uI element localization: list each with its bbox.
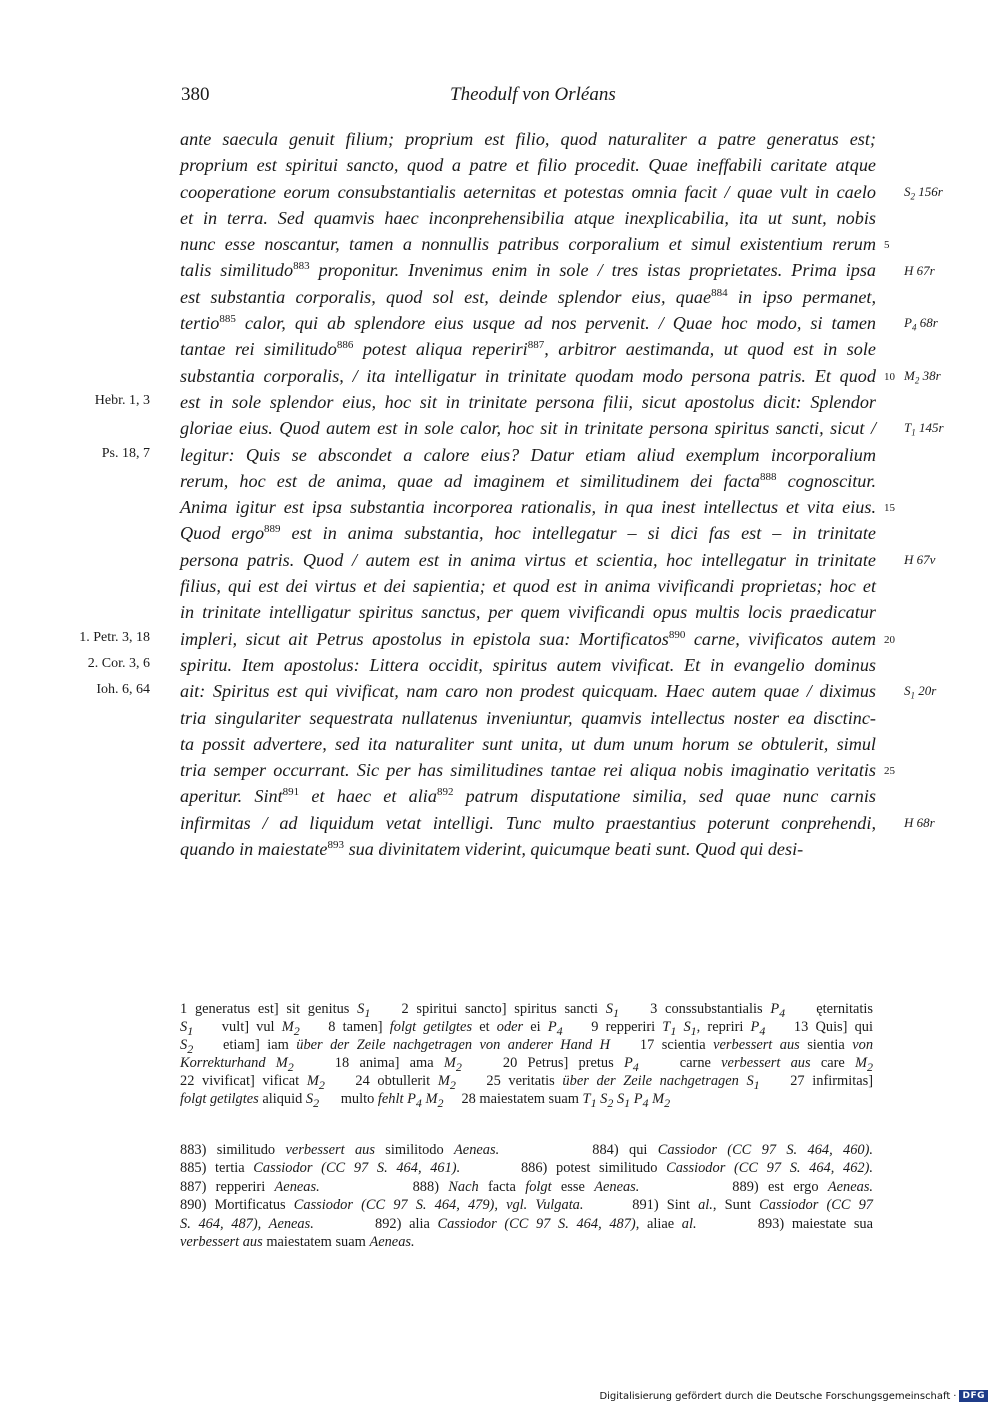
line-number: 25 [884,765,895,778]
folio-marker: $S_1$ 20r [904,683,937,701]
text-line: in trinitate intelligatur spiritus sanctus, per quem vivificandi opus multis locis praedicatur [180,602,876,623]
text-line: infirmitas / ad liquidum vetat intelligi. Tunc multo praestantius poterunt conprehendi, [180,812,876,833]
text-line: ante saecula genuit filium; proprium est filio, quod naturaliter a patre generatus est; [180,129,876,149]
apparatus-line: Korrekturhand $M_2$ 18 anima] ama $M_2$ 20 Petrus] pretus $P_4$ carne verbessert aus care $M_2$ [180,1055,874,1074]
folio-marker: $M_2$ 38r [904,367,941,386]
text-line: tertio$^{885}$ calor, qui ab splendore eius usque ad nos pervenit. / Quae hoc modo, si tamen [180,313,876,334]
text-line: tria singulariter sequestrata nullatenus inveniuntur, quamvis intellectus noster ea disctinc- [180,707,876,728]
page-number: 380 [181,84,210,105]
source-notes [180,1141,873,1251]
text-line: quando in maiestate$^{893}$ sua divinitatem viderint, quicumque beati sunt. Quod qui desi- [180,839,804,860]
note-line: S. 464, 487), Aeneas. 892) alia Cassiodor (CC 97 S. 464, 487), aliae al. 893) maiestate sua [180,1215,873,1232]
bible-reference: Ioh. 6, 64 [96,682,150,698]
text-line: est substantia corporalis, quod sol est, deinde splendor eius, quae$^{884}$ in ipso permanet, [180,286,876,307]
text-line: substantia corporalis, / ita intelligatur in trinitate quodam modo persona patris. Et quod [180,365,876,386]
text-line: legitur: Quis se abscondet a calore eius? Datur etiam aliud exemplum incorporalium [180,444,876,465]
critical-apparatus [180,1000,873,1108]
apparatus-line: folgt getilgtes aliquid $S_2$ multo fehlt $P_4$ $M_2$ 28 maiestatem suam $T_1$ $S_2$ $S_1$ $P_4$ $M_2$ [180,1091,671,1110]
line-number: 20 [884,633,895,646]
running-title: Theodulf von Orléans [450,84,616,105]
folio-marker: $S_2$ 156r [904,183,943,202]
folio-marker: $P_4$ 68r [904,315,938,333]
bible-reference: 1. Petr. 3, 18 [79,629,150,645]
text-line: nunc esse noscantur, tamen a nonnullis patribus corporalium et simul existentium rerum [180,234,876,255]
bible-reference: 2. Cor. 3, 6 [87,656,150,671]
text-line: tria semper occurrant. Sic per has similitudines tantae rei aliqua nobis imaginatio veritatis [180,760,876,781]
text-line: rerum, hoc est de anima, quae ad imaginem et similitudinem dei facta$^{888}$ cognoscitur. [180,470,876,491]
line-number: 5 [884,239,890,252]
apparatus-line: $S_2$ etiam] iam über der Zeile nachgetragen von anderer Hand H 17 scientia verbessert aus sientia von [180,1037,874,1056]
text-line: tantae rei similitudo$^{886}$ potest aliqua reperiri$^{887}$, arbitror aestimanda, ut quod est in sole [180,339,877,360]
note-line: 885) tertia Cassiodor (CC 97 S. 464, 461). 886) potest similitudo Cassiodor (CC 97 S. 464, 462). [180,1160,874,1177]
text-line: et in terra. Sed quamvis haec inconprehensibilia atque inexplicabilia, ita ut sunt, nobis [180,207,876,228]
text-line: filius, qui est dei virtus et dei sapientia; et quod est in anima vivificandi proprietas; hoc et [180,576,876,597]
text-line: impleri, sicut ait Petrus apostolus in epistola sua: Mortificatos$^{890}$ carne, vivificatos autem [180,628,876,649]
note-line: 890) Mortificatus Cassiodor (CC 97 S. 464, 479), vgl. Vulgata. 891) Sint al., Sunt Cassiodor (CC 97 [180,1197,873,1214]
funding-footer: Digitalisierung gefördert durch die Deutsche Forschungsgemeinschaft · DFG [599,1390,988,1402]
main-text [180,126,876,862]
funding-text: Digitalisierung gefördert durch die Deutsche Forschungsgemeinschaft [599,1390,951,1402]
text-line: cooperatione eorum consubstantialis aeternitas et potestas omnia facit / quae vult in caelo [180,181,876,202]
text-line: gloriae eius. Quod autem est in sole calor, hoc sit in trinitate persona spiritus sancti, sicut / [180,418,876,439]
dfg-logo: DFG [959,1390,988,1402]
text-line: ta possit advertere, sed ita naturaliter sunt unita, ut dum unum horum se obtulerit, simul [180,733,876,754]
folio-marker: H 68r [904,814,935,830]
text-line: persona patris. Quod / autem est in anima virtus et scientia, hoc intellegatur in trinitate [180,549,876,570]
line-number: 10 [884,370,895,383]
text-line: Anima igitur est ipsa substantia incorporea rationalis, in qua inest intellectus et vita eius. [180,497,876,518]
text-line: Quod ergo$^{889}$ est in anima substantia, hoc intellegatur – si dici fas est – in trinitate [180,523,877,544]
note-line: 887) repperiri Aeneas. 888) Nach facta folgt esse Aeneas. 889) est ergo Aeneas. [180,1178,874,1195]
text-line: ait: Spiritus est qui vivificat, nam caro non prodest quicquam. Haec autem quae / diximus [180,681,876,702]
text-line: proprium est spiritui sancto, quod a patre et filio procedit. Quae ineffabili caritate atque [180,155,876,176]
bible-reference: Hebr. 1, 3 [94,393,150,408]
note-line: verbessert aus maiestatem suam Aeneas. [180,1233,415,1250]
folio-marker: $T_1$ 145r [904,420,944,438]
apparatus-line: 1 generatus est] sit genitus $S_1$ 2 spiritui sancto] spiritus sancti $S_1$ 3 conssubstantialis $P_4$ ęternitatis [180,1001,874,1020]
text-line: aperitur. Sint$^{891}$ et haec et alia$^{892}$ patrum disputatione similia, sed quae nunc carnis [180,786,876,807]
note-line: 883) similitudo verbessert aus similitodo Aeneas. 884) qui Cassiodor (CC 97 S. 464, 460). [180,1142,874,1158]
apparatus-line: 22 vivificat] vificat $M_2$ 24 obtullerit $M_2$ 25 veritatis über der Zeile nachgetragen $S_1$ 27 infirmitas] [180,1073,873,1092]
text-line: est in sole splendor eius, hoc sit in trinitate persona filii, sicut apostolus dicit: Splendor [180,391,876,412]
folio-marker: H 67r [904,262,935,278]
folio-marker: H 67v [904,551,936,567]
apparatus-line: $S_1$ vult] vul $M_2$ 8 tamen] folgt getilgtes et oder ei $P_4$ 9 repperiri $T_1$ $S_1$, repriri $P_4$ 13 Quis] qui [180,1019,873,1038]
line-number: 15 [884,502,895,515]
text-line: talis similitudo$^{883}$ proponitur. Invenimus enim in sole / tres istas proprietates. Prima ipsa [180,260,877,281]
text-line: spiritu. Item apostolus: Littera occidit, spiritus autem vivificat. Et in evangelio dominus [180,654,876,675]
bible-reference: Ps. 18, 7 [101,445,150,461]
